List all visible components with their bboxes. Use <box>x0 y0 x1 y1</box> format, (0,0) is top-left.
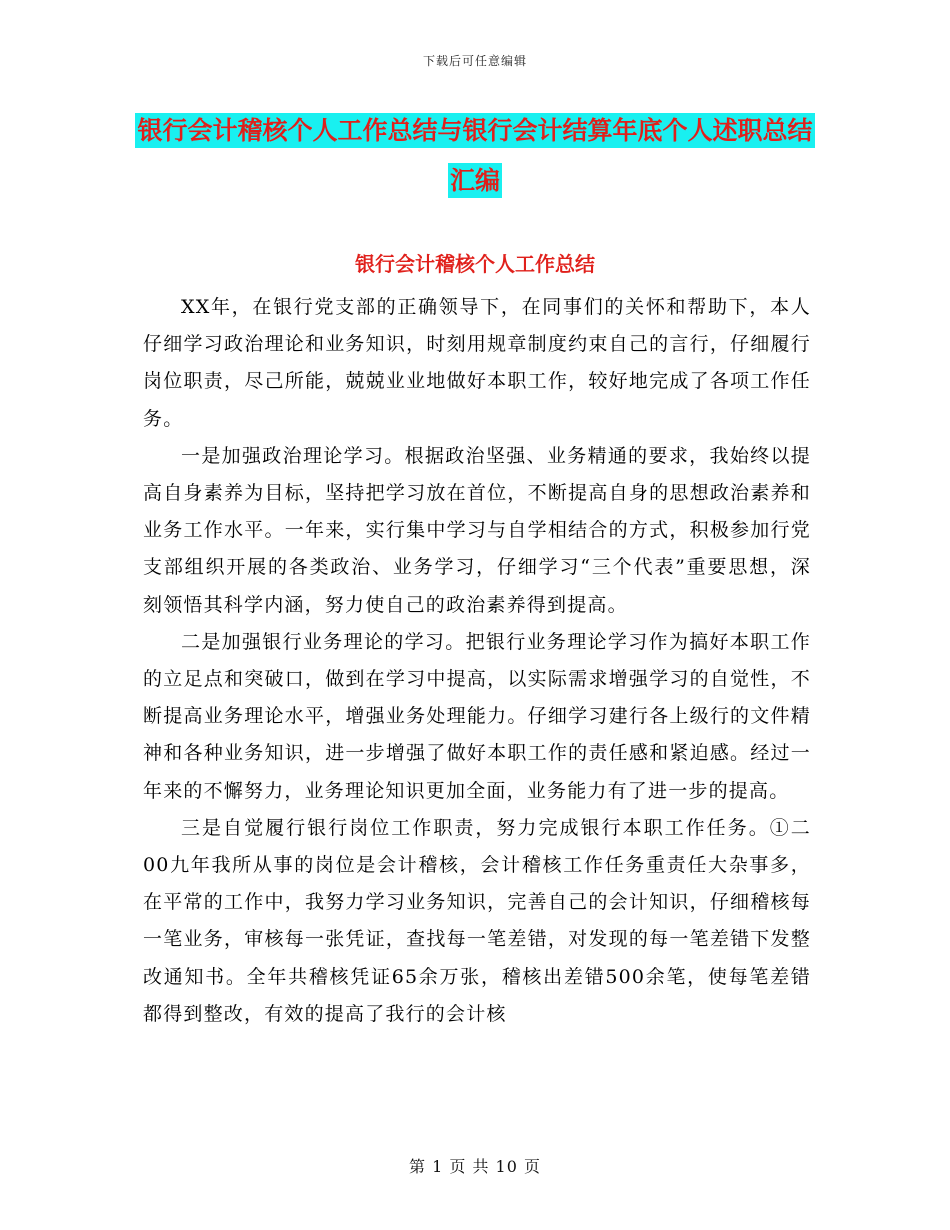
document-title <box>130 106 820 206</box>
paragraph: 三是自觉履行银行岗位工作职责，努力完成银行本职工作任务。①二00九年我所从事的岗位是会计稽核，会计稽核工作任务重责任大杂事多，在平常的工作中，我努力学习业务知识，完善自己的会计知识，仔细稽核每一笔业务，审核每一张凭证，查找每一笔差错，对发现的每一笔差错下发整改通知书。全年共稽核凭证65余万张，稽核出差错500余笔，使每笔差错都得到整改，有效的提高了我行的会计核 <box>143 816 811 1025</box>
document-title-text: 银行会计稽核个人工作总结与银行会计结算年底个人述职总结汇编 <box>135 113 814 198</box>
paragraph: 二是加强银行业务理论的学习。把银行业务理论学习作为搞好本职工作的立足点和突破口，做到在学习中提高，以实际需求增强学习的自觉性，不断提高业务理论水平，增强业务处理能力。仔细学习建行各上级行的文件精神和各种业务知识，进一步增强了做好本职工作的责任感和紧迫感。经过一年来的不懈努力，业务理论知识更加全面，业务能力有了进一步的提高。 <box>143 630 811 802</box>
document-body <box>143 289 811 1033</box>
page-header-note: 下载后可任意编辑 <box>422 54 527 68</box>
paragraph: XX年，在银行党支部的正确领导下，在同事们的关怀和帮助下，本人仔细学习政治理论和业务知识，时刻用规章制度约束自己的言行，仔细履行岗位职责，尽己所能，兢兢业业地做好本职工作，较好地完成了各项工作任务。 <box>143 296 811 430</box>
page-number: 第 1 页 共 10 页 <box>409 1157 541 1176</box>
paragraph: 一是加强政治理论学习。根据政治坚强、业务精通的要求，我始终以提高自身素养为目标，坚持把学习放在首位，不断提高自身的思想政治素养和业务工作水平。一年来，实行集中学习与自学相结合的方式，积极参加行党支部组织开展的各类政治、业务学习，仔细学习“三个代表”重要思想，深刻领悟其科学内涵，努力使自己的政治素养得到提高。 <box>143 444 811 616</box>
section-title: 银行会计稽核个人工作总结 <box>355 252 595 276</box>
